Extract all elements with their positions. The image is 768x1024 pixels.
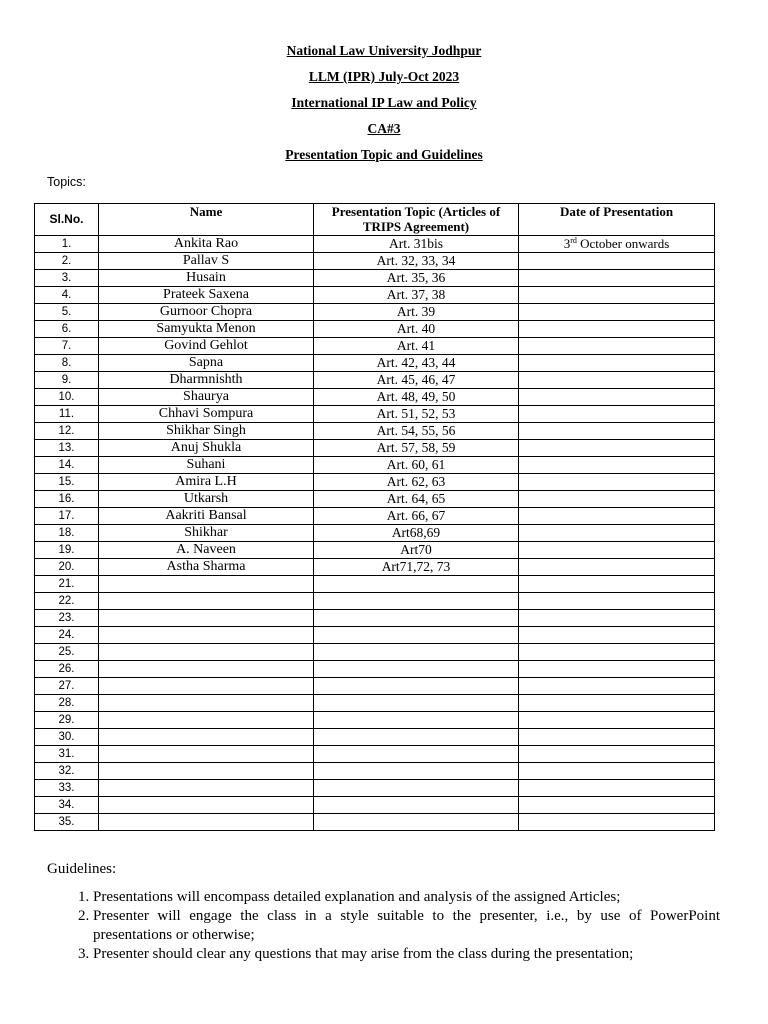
table-row	[35, 525, 715, 542]
cell-name	[99, 814, 314, 831]
cell-topic	[314, 712, 519, 729]
cell-name: Chhavi Sompura	[99, 406, 314, 423]
cell-name: Husain	[99, 270, 314, 287]
table-row	[35, 508, 715, 525]
cell-date	[519, 678, 715, 695]
cell-name	[99, 593, 314, 610]
cell-topic: Art71,72, 73	[314, 559, 519, 576]
column-header-date: Date of Presentation	[519, 204, 715, 236]
guideline-item: 2. Presenter will engage the class in a style suitable to the presenter, i.e., by use of PowerPoint presentations or otherwise;	[93, 907, 720, 945]
table-row	[35, 729, 715, 746]
table-row	[35, 440, 715, 457]
table-row	[35, 559, 715, 576]
cell-date	[519, 576, 715, 593]
table-row	[35, 406, 715, 423]
guidelines-list	[47, 888, 720, 964]
cell-date	[519, 287, 715, 304]
cell-date	[519, 763, 715, 780]
cell-sl-no: 27.	[35, 678, 99, 695]
cell-sl-no: 9.	[35, 372, 99, 389]
topics-table	[34, 203, 715, 831]
column-header-sl-no: Sl.No.	[35, 204, 99, 236]
cell-sl-no: 35.	[35, 814, 99, 831]
cell-name	[99, 576, 314, 593]
cell-date	[519, 423, 715, 440]
cell-date	[519, 729, 715, 746]
table-row	[35, 763, 715, 780]
cell-sl-no: 2.	[35, 253, 99, 270]
cell-sl-no: 1.	[35, 236, 99, 253]
cell-topic: Art. 66, 67	[314, 508, 519, 525]
cell-topic: Art. 48, 49, 50	[314, 389, 519, 406]
cell-name	[99, 780, 314, 797]
table-row	[35, 780, 715, 797]
cell-sl-no: 19.	[35, 542, 99, 559]
table-row	[35, 474, 715, 491]
assessment-heading: CA#3	[367, 121, 401, 136]
program-heading: LLM (IPR) July-Oct 2023	[308, 69, 460, 84]
date-day: 3	[563, 236, 571, 251]
cell-date	[519, 712, 715, 729]
cell-name	[99, 695, 314, 712]
guideline-item: 1. Presentations will encompass detailed explanation and analysis of the assigned Articles;	[93, 888, 720, 907]
cell-sl-no: 16.	[35, 491, 99, 508]
cell-date	[519, 780, 715, 797]
cell-topic: Art. 41	[314, 338, 519, 355]
cell-sl-no: 8.	[35, 355, 99, 372]
table-row	[35, 338, 715, 355]
cell-topic	[314, 627, 519, 644]
cell-date	[519, 695, 715, 712]
cell-date	[519, 321, 715, 338]
cell-topic: Art. 37, 38	[314, 287, 519, 304]
cell-date	[519, 508, 715, 525]
table-row	[35, 712, 715, 729]
cell-name: Amira L.H	[99, 474, 314, 491]
cell-name	[99, 644, 314, 661]
cell-topic	[314, 593, 519, 610]
table-row	[35, 678, 715, 695]
cell-date	[519, 627, 715, 644]
cell-name: Prateek Saxena	[99, 287, 314, 304]
topics-label: Topics:	[47, 175, 86, 189]
cell-sl-no: 25.	[35, 644, 99, 661]
cell-date	[519, 389, 715, 406]
cell-name: Astha Sharma	[99, 559, 314, 576]
cell-sl-no: 7.	[35, 338, 99, 355]
table-row	[35, 627, 715, 644]
cell-date	[519, 355, 715, 372]
table-row	[35, 746, 715, 763]
table-row	[35, 423, 715, 440]
table-row	[35, 457, 715, 474]
table-row	[35, 270, 715, 287]
guidelines-title: Guidelines:	[47, 861, 117, 877]
cell-date	[519, 338, 715, 355]
cell-date	[519, 253, 715, 270]
cell-sl-no: 33.	[35, 780, 99, 797]
cell-date	[519, 236, 715, 253]
university-heading: National Law University Jodhpur	[286, 43, 482, 58]
cell-sl-no: 5.	[35, 304, 99, 321]
cell-topic	[314, 661, 519, 678]
table-row	[35, 321, 715, 338]
cell-topic	[314, 746, 519, 763]
cell-topic: Art. 51, 52, 53	[314, 406, 519, 423]
cell-date	[519, 474, 715, 491]
table-row	[35, 491, 715, 508]
cell-date	[519, 610, 715, 627]
date-rest: October onwards	[576, 236, 670, 251]
cell-sl-no: 23.	[35, 610, 99, 627]
table-row	[35, 695, 715, 712]
cell-topic: Art. 60, 61	[314, 457, 519, 474]
cell-topic: Art. 57, 58, 59	[314, 440, 519, 457]
cell-name: Gurnoor Chopra	[99, 304, 314, 321]
cell-topic: Art. 54, 55, 56	[314, 423, 519, 440]
cell-name	[99, 678, 314, 695]
cell-topic: Art70	[314, 542, 519, 559]
cell-topic	[314, 678, 519, 695]
table-body	[35, 236, 715, 831]
cell-name	[99, 661, 314, 678]
table-header-row	[35, 204, 715, 236]
cell-name: Aakriti Bansal	[99, 508, 314, 525]
cell-date	[519, 270, 715, 287]
cell-sl-no: 13.	[35, 440, 99, 457]
cell-topic	[314, 763, 519, 780]
cell-date	[519, 491, 715, 508]
cell-sl-no: 4.	[35, 287, 99, 304]
cell-name: Utkarsh	[99, 491, 314, 508]
cell-name: Ankita Rao	[99, 236, 314, 253]
cell-topic: Art. 40	[314, 321, 519, 338]
cell-topic: Art. 39	[314, 304, 519, 321]
cell-topic: Art. 42, 43, 44	[314, 355, 519, 372]
cell-date	[519, 457, 715, 474]
cell-name: Sapna	[99, 355, 314, 372]
cell-name: Shikhar	[99, 525, 314, 542]
table-row	[35, 355, 715, 372]
cell-name: Dharmnishth	[99, 372, 314, 389]
table-row	[35, 236, 715, 253]
table-row	[35, 593, 715, 610]
cell-name	[99, 627, 314, 644]
date-ordinal-suffix: rd	[570, 236, 577, 245]
document-title: Presentation Topic and Guidelines	[285, 147, 483, 162]
cell-sl-no: 15.	[35, 474, 99, 491]
cell-name	[99, 712, 314, 729]
cell-topic: Art. 32, 33, 34	[314, 253, 519, 270]
cell-date	[519, 525, 715, 542]
cell-sl-no: 17.	[35, 508, 99, 525]
cell-sl-no: 18.	[35, 525, 99, 542]
cell-topic	[314, 814, 519, 831]
cell-name	[99, 746, 314, 763]
cell-date	[519, 304, 715, 321]
cell-sl-no: 24.	[35, 627, 99, 644]
cell-topic: Art. 62, 63	[314, 474, 519, 491]
document-header	[0, 42, 768, 172]
cell-name: Shaurya	[99, 389, 314, 406]
cell-name: Pallav S	[99, 253, 314, 270]
cell-topic	[314, 797, 519, 814]
cell-sl-no: 10.	[35, 389, 99, 406]
cell-name	[99, 797, 314, 814]
table-row	[35, 644, 715, 661]
cell-name: Suhani	[99, 457, 314, 474]
cell-topic	[314, 644, 519, 661]
cell-sl-no: 22.	[35, 593, 99, 610]
cell-sl-no: 12.	[35, 423, 99, 440]
cell-sl-no: 28.	[35, 695, 99, 712]
cell-sl-no: 6.	[35, 321, 99, 338]
cell-sl-no: 26.	[35, 661, 99, 678]
cell-sl-no: 20.	[35, 559, 99, 576]
table-row	[35, 253, 715, 270]
cell-date	[519, 746, 715, 763]
cell-topic	[314, 610, 519, 627]
cell-topic: Art. 45, 46, 47	[314, 372, 519, 389]
column-header-name: Name	[99, 204, 314, 236]
cell-date	[519, 440, 715, 457]
cell-name: Samyukta Menon	[99, 321, 314, 338]
cell-topic: Art. 35, 36	[314, 270, 519, 287]
cell-date	[519, 406, 715, 423]
cell-topic	[314, 695, 519, 712]
cell-topic: Art. 64, 65	[314, 491, 519, 508]
table-row	[35, 287, 715, 304]
cell-name	[99, 729, 314, 746]
cell-sl-no: 3.	[35, 270, 99, 287]
cell-name	[99, 610, 314, 627]
cell-sl-no: 31.	[35, 746, 99, 763]
cell-sl-no: 11.	[35, 406, 99, 423]
cell-topic: Art. 31bis	[314, 236, 519, 253]
cell-sl-no: 14.	[35, 457, 99, 474]
cell-sl-no: 21.	[35, 576, 99, 593]
cell-sl-no: 34.	[35, 797, 99, 814]
cell-date	[519, 372, 715, 389]
table-row	[35, 542, 715, 559]
cell-date	[519, 644, 715, 661]
cell-date	[519, 661, 715, 678]
cell-sl-no: 29.	[35, 712, 99, 729]
table-row	[35, 372, 715, 389]
cell-name: A. Naveen	[99, 542, 314, 559]
cell-date	[519, 797, 715, 814]
table-row	[35, 576, 715, 593]
cell-date	[519, 814, 715, 831]
table-row	[35, 814, 715, 831]
cell-name: Shikhar Singh	[99, 423, 314, 440]
cell-topic: Art68,69	[314, 525, 519, 542]
cell-date	[519, 542, 715, 559]
guideline-item: 3. Presenter should clear any questions that may arise from the class during the presentation;	[93, 945, 720, 964]
cell-name: Anuj Shukla	[99, 440, 314, 457]
table-row	[35, 304, 715, 321]
cell-topic	[314, 780, 519, 797]
table-row	[35, 661, 715, 678]
course-heading: International IP Law and Policy	[291, 95, 477, 110]
cell-sl-no: 30.	[35, 729, 99, 746]
cell-topic	[314, 576, 519, 593]
table-row	[35, 389, 715, 406]
table-row	[35, 610, 715, 627]
cell-date	[519, 593, 715, 610]
cell-name	[99, 763, 314, 780]
cell-topic	[314, 729, 519, 746]
column-header-topic: Presentation Topic (Articles of TRIPS Agreement)	[314, 204, 519, 236]
cell-sl-no: 32.	[35, 763, 99, 780]
cell-date	[519, 559, 715, 576]
table-row	[35, 797, 715, 814]
cell-name: Govind Gehlot	[99, 338, 314, 355]
